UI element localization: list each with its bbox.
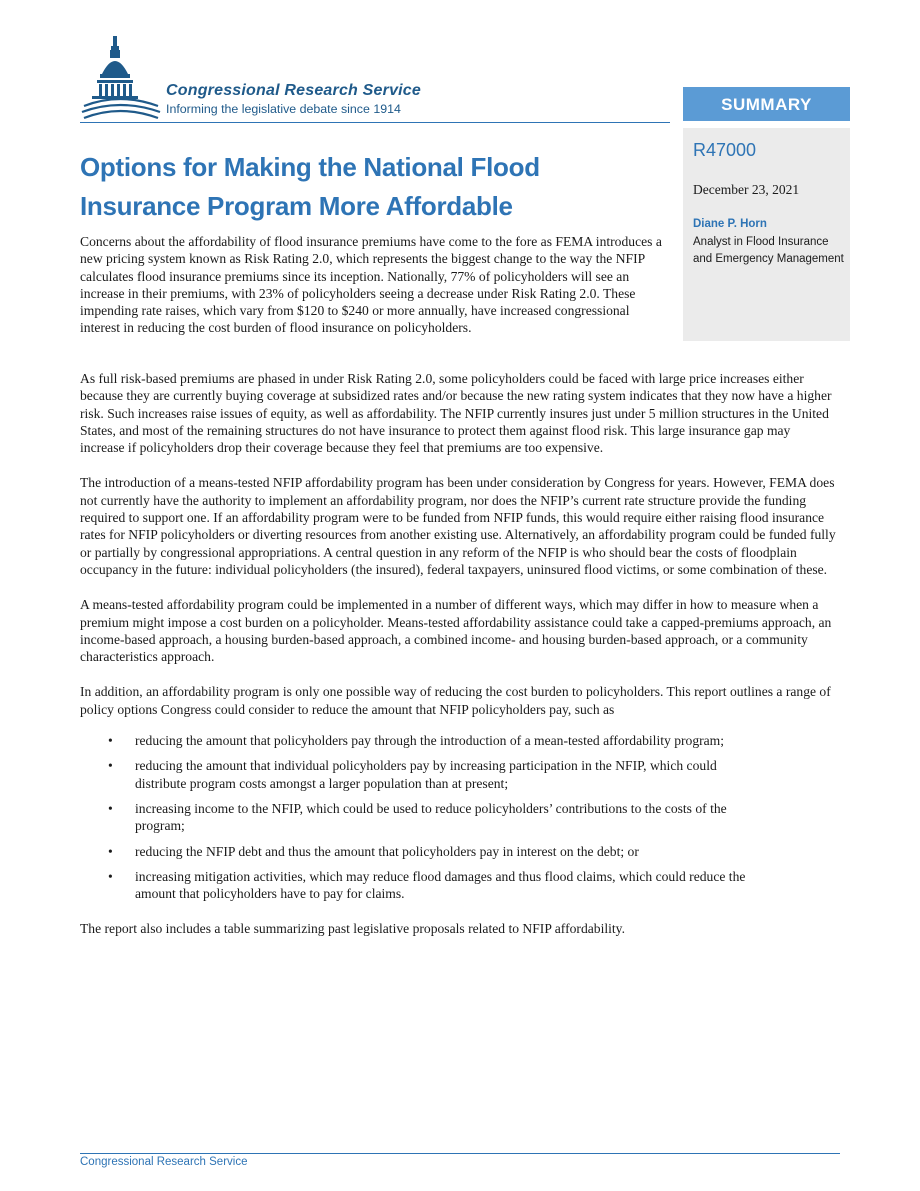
list-item [80, 732, 838, 749]
list-item-text: increasing income to the NFIP, which could be used to reduce policyholders’ contributions to the costs of the program; [135, 800, 727, 834]
list-item-text: reducing the NFIP debt and thus the amount that policyholders pay in interest on the debt; or [135, 843, 639, 859]
org-tagline: Informing the legislative debate since 1914 [166, 102, 401, 116]
paragraph: Concerns about the affordability of flood insurance premiums have come to the fore as FEMA introduces a new pricing system known as Risk Rating 2.0, which represents the biggest change to the way the NFIP calculates flood insurance premiums since its inception. Nationally, 77% of policyholders will see an increase in their premiums, with 23% of policyholders seeing a decrease under Risk Rating 2.0. These impending rate raises, which vary from $120 to $240 or more annually, have increased congressional interest in reducing the cost burden of flood insurance on policyholders. [80, 234, 662, 336]
paragraph: A means-tested affordability program could be implemented in a number of different ways, which may differ in how to measure when a premium might impose a cost burden on a policyholder. Means-tested affordability assistance could take a capped-premiums approach, an income-based approach, a housing burden-based approach, a combined income- and housing burden-based approach, or a community characteristics approach. [80, 597, 832, 665]
footer-divider [80, 1153, 840, 1154]
list-item [80, 757, 838, 792]
author-name: Diane P. Horn [693, 218, 767, 230]
paragraph: As full risk-based premiums are phased in under Risk Rating 2.0, some policyholders could be faced with large price increases either because they are currently buying coverage at subsidized rates and/or because the new rating system indicates that they now have a higher risk. Such increases raise issues of equity, as well as affordability. The NFIP currently insures just under 5 million structures in the United States, and most of the remaining structures do not have insurance to protect them against flood risk. This large insurance gap may increase if policyholders drop their coverage because they feel that premiums are too expensive. [80, 371, 832, 456]
closing-paragraph: The report also includes a table summarizing past legislative proposals related to NFIP affordability. [80, 921, 625, 937]
bullet-icon: • [108, 868, 113, 884]
list-item-text: reducing the amount that policyholders pay through the introduction of a mean-tested affordability program; [135, 733, 725, 749]
policy-options-list [80, 732, 838, 902]
bullet-icon: • [108, 800, 113, 816]
report-body [80, 370, 838, 956]
list-item-text: increasing mitigation activities, which may reduce flood damages and thus flood claims, which could reduce the amount that policyholders have to pay for claims. [135, 868, 746, 902]
paragraph: In addition, an affordability program is only one possible way of reducing the cost burden to policyholders. This report outlines a range of policy options Congress could consider to reduce the amount that NFIP policyholders pay, such as [80, 684, 831, 717]
list-item [80, 868, 838, 903]
bullet-icon: • [108, 733, 113, 749]
crs-logo [80, 34, 480, 122]
bullet-icon: • [108, 758, 113, 774]
summary-label: SUMMARY [683, 87, 850, 121]
org-name: Congressional Research Service [166, 82, 422, 99]
page-title: Options for Making the National Flood Insurance Program More Affordable [80, 152, 540, 221]
report-date: December 23, 2021 [693, 182, 800, 197]
list-item [80, 800, 838, 835]
list-item-text: reducing the amount that individual policyholders pay by increasing participation in the NFIP, which could distribute program costs amongst a larger population than at present; [135, 758, 717, 791]
bullet-icon: • [108, 843, 113, 859]
list-item [80, 843, 838, 860]
header-divider [80, 122, 670, 123]
report-info-panel [683, 128, 850, 341]
capitol-dome-icon [80, 34, 162, 122]
report-id: R47000 [693, 140, 757, 160]
author-title: Analyst in Flood Insurance and Emergency Management [693, 236, 844, 265]
paragraph: The introduction of a means-tested NFIP affordability program has been under consideration by Congress for years. However, FEMA does not currently have the authority to implement an affordability program, nor does the NFIP’s current rate structure provide the funding required to support one. If an affordability program were to be funded from NFIP funds, this would require either raising flood insurance rates for NFIP policyholders or diverting resources from another existing use. Alternatively, an affordability program could be funded fully or partially by congressional appropriations. A central question in any reform of the NFIP is who should bear the costs of floodplain occupancy in the future: individual policyholders (the insured), federal taxpayers, uninsured flood victims, or some combination of these. [80, 475, 836, 577]
footer-text: Congressional Research Service [80, 1156, 248, 1168]
